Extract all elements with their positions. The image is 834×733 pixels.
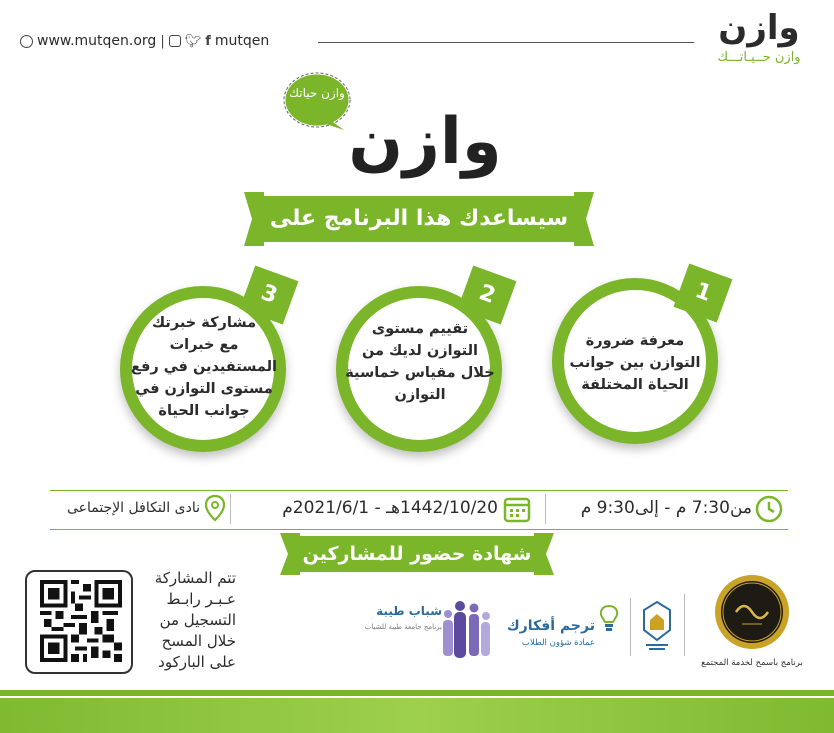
registration-line: خلال المسح bbox=[161, 632, 236, 650]
goal-3-line: جوانب الحياة bbox=[158, 403, 250, 419]
goal-3-line: مع خبرات bbox=[169, 337, 239, 353]
facebook-icon[interactable]: f bbox=[205, 33, 211, 49]
youth-program-title: شباب طيبة bbox=[376, 604, 442, 618]
program-banner: سيساعدك هذا البرنامج على bbox=[254, 196, 584, 242]
footer-stripe bbox=[0, 690, 834, 696]
people-logo-icon bbox=[440, 598, 496, 660]
social-handle: mutqen bbox=[214, 33, 270, 49]
lightbulb-logo-icon bbox=[596, 604, 622, 634]
goal-number-2: 2 bbox=[458, 266, 517, 325]
contact-bar bbox=[20, 33, 269, 49]
separator bbox=[230, 494, 231, 524]
brand-logo-text: وازن bbox=[718, 8, 800, 48]
goal-text-1 bbox=[560, 330, 710, 396]
brand-logo bbox=[700, 8, 818, 48]
location-pin-icon bbox=[204, 494, 226, 522]
goal-number-1: 1 bbox=[674, 264, 733, 323]
goal-3-line: المستفيدين في رفع bbox=[130, 359, 278, 375]
bubble-text: وازن حياتك bbox=[289, 86, 345, 100]
page-title-text: وازن bbox=[348, 105, 502, 179]
badge-caption: برنامج باسمح لخدمة المجتمع bbox=[701, 658, 803, 668]
clock-icon bbox=[754, 494, 784, 524]
goal-2-line: التوازن bbox=[394, 387, 446, 403]
goal-2-line: تقييم مستوى bbox=[371, 321, 469, 337]
brand-tagline: وازن حــيـاتـــك bbox=[717, 50, 801, 65]
goal-2-line: التوازن لديك من bbox=[361, 343, 478, 359]
university-logo-icon bbox=[640, 600, 674, 652]
instagram-icon[interactable] bbox=[169, 35, 181, 47]
header-divider bbox=[318, 42, 694, 43]
goal-1-line: معرفة ضرورة bbox=[585, 333, 685, 349]
goal-text-3 bbox=[122, 312, 286, 422]
separator bbox=[545, 494, 546, 524]
event-location: نادى التكافل الإجتماعى bbox=[66, 500, 200, 516]
goal-1-line: التوازن بين جوانب bbox=[569, 355, 701, 371]
translate-program-title: ترجم أفكارك bbox=[506, 618, 595, 634]
youth-program-subtitle: برنامج جامعة طيبة للشباب bbox=[364, 623, 442, 631]
certificate-banner: شهادة حضور للمشاركين bbox=[290, 536, 544, 572]
separator: | bbox=[160, 33, 165, 49]
website-link[interactable]: www.mutqen.org bbox=[37, 33, 157, 49]
event-date: 1442/10/20هـ - 2021/6/1م bbox=[282, 498, 498, 518]
goal-2-line: خلال مقياس خماسية bbox=[345, 365, 495, 381]
registration-line: عـبـر رابـط bbox=[166, 590, 236, 608]
registration-line: على الباركود bbox=[158, 653, 236, 671]
qr-code[interactable] bbox=[40, 580, 122, 662]
twitter-icon[interactable]: 🐦︎ bbox=[184, 33, 202, 49]
mutqen-badge-icon bbox=[706, 572, 798, 652]
goal-1-line: الحياة المختلفة bbox=[581, 377, 689, 393]
translate-program-subtitle: عمادة شؤون الطلاب bbox=[521, 638, 595, 648]
globe-icon bbox=[20, 35, 33, 48]
footer-band-gradient bbox=[0, 698, 834, 733]
goal-text-2 bbox=[336, 318, 504, 406]
goal-3-line: مشاركة خبرتك bbox=[151, 315, 257, 331]
separator bbox=[630, 598, 631, 656]
page-title bbox=[330, 102, 520, 182]
event-time: من7:30 م - إلى9:30 م bbox=[580, 498, 752, 518]
separator bbox=[684, 594, 685, 656]
calendar-icon bbox=[502, 494, 532, 524]
goal-3-line: مستوى التوازن في bbox=[135, 381, 273, 397]
goal-number-3: 3 bbox=[240, 266, 299, 325]
registration-instructions bbox=[140, 568, 236, 673]
registration-line: التسجيل من bbox=[159, 611, 236, 629]
registration-line: تتم المشاركة bbox=[154, 569, 236, 587]
